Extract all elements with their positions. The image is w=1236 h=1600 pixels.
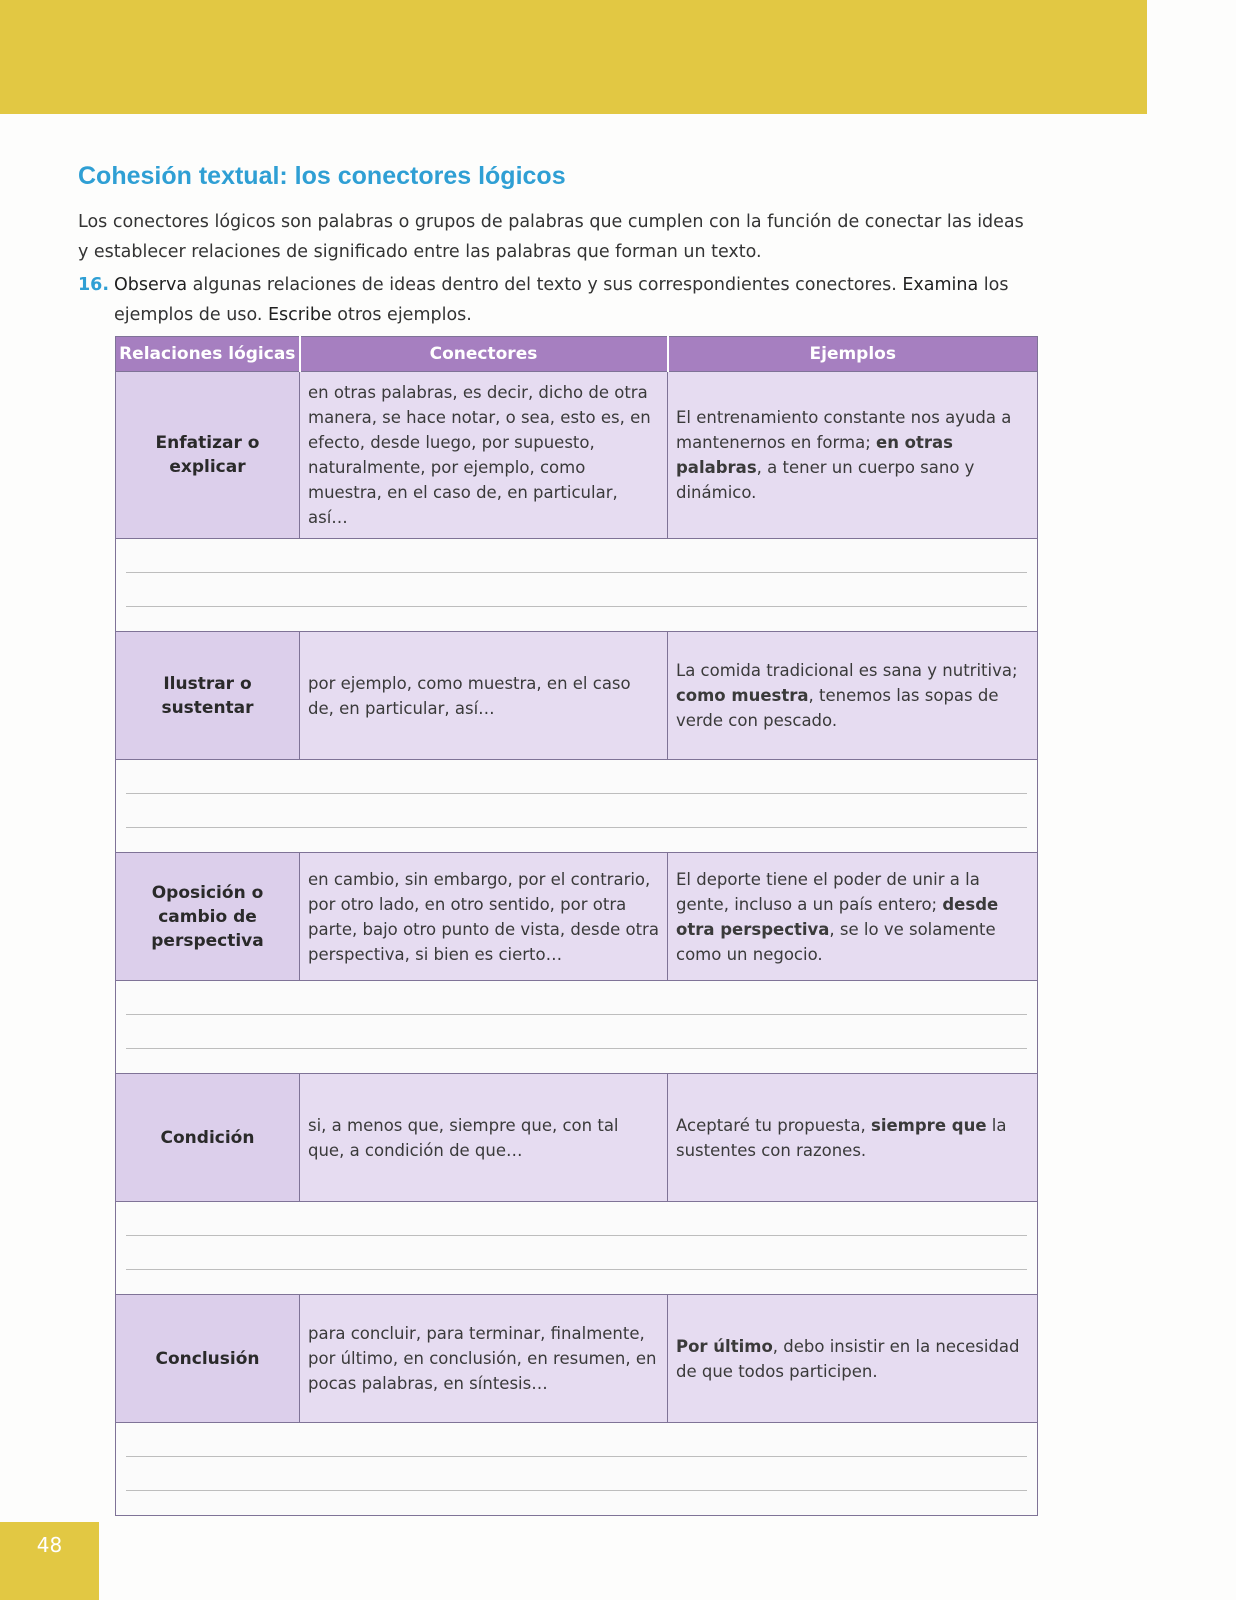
page-number: 48 <box>0 1522 99 1600</box>
example-connector: desde otra perspectiva <box>676 894 999 939</box>
example-text: , tenemos las sopas de verde con pescado. <box>676 686 999 730</box>
write-area[interactable] <box>116 760 1038 853</box>
exercise-verb-observa: Observa <box>114 275 188 295</box>
intro-paragraph: Los conectores lógicos son palabras o grupos de palabras que cumplen con la función de conectar las ideas y establecer relaciones de significado entre las palabras que forman un texto. <box>78 212 1024 262</box>
example-connector: como muestra <box>676 686 809 705</box>
write-line <box>126 1423 1027 1457</box>
relation-cell: Condición <box>116 1074 300 1202</box>
connectors-cell: en cambio, sin embargo, por el contrario, por otro lado, en otro sentido, por otra parte, bajo otro punto de vista, desde otra perspectiva, si bien es cierto… <box>300 853 668 981</box>
exercise-text-1: algunas relaciones de ideas dentro del texto y sus correspondientes conectores. <box>187 275 903 295</box>
header-relaciones: Relaciones lógicas <box>116 337 300 372</box>
write-area-row <box>116 1423 1038 1516</box>
write-line <box>126 1457 1027 1491</box>
example-connector: Por último <box>676 1336 773 1356</box>
table-row <box>116 372 1038 539</box>
example-text: Aceptaré tu propuesta, <box>676 1115 872 1135</box>
example-cell <box>668 1074 1038 1202</box>
write-area[interactable] <box>116 539 1038 632</box>
example-cell <box>668 1295 1038 1423</box>
header-conectores: Conectores <box>300 337 668 372</box>
write-line <box>126 1015 1027 1049</box>
write-area[interactable] <box>116 1423 1038 1516</box>
example-cell <box>668 632 1038 760</box>
write-line <box>126 573 1027 607</box>
example-connector: siempre que <box>871 1115 987 1135</box>
example-text: la sustentes con razones. <box>676 1115 1007 1160</box>
write-area-row <box>116 539 1038 632</box>
write-line <box>126 1236 1027 1270</box>
connectors-cell: si, a menos que, siempre que, con tal que, a condición de que… <box>300 1074 668 1202</box>
write-area-row <box>116 1202 1038 1295</box>
write-line <box>126 539 1027 573</box>
example-text: El entrenamiento constante nos ayuda a mantenernos en forma; <box>676 408 1012 452</box>
top-color-band <box>0 0 1147 114</box>
example-text: , a tener un cuerpo sano y dinámico. <box>676 458 975 502</box>
connectors-cell: para concluir, para terminar, finalmente, por último, en conclusión, en resumen, en pocas palabras, en síntesis… <box>300 1295 668 1423</box>
example-text: La comida tradicional es sana y nutritiva; <box>676 661 1018 680</box>
relation-cell: Enfatizar o explicar <box>116 372 300 539</box>
connectors-table <box>115 336 1038 1516</box>
example-connector: en otras palabras <box>676 433 953 477</box>
connectors-cell: en otras palabras, es decir, dicho de otra manera, se hace notar, o sea, esto es, en efecto, desde luego, por supuesto, naturalmente, por ejemplo, como muestra, en el caso de, en particular, así… <box>300 372 668 539</box>
example-text: , debo insistir en la necesidad de que todos participen. <box>676 1336 1020 1381</box>
exercise-text-3: otros ejemplos. <box>331 305 472 325</box>
example-cell <box>668 853 1038 981</box>
exercise-instruction <box>78 270 1038 330</box>
example-text: El deporte tiene el poder de unir a la gente, incluso a un país entero; <box>676 869 980 914</box>
table-row <box>116 1074 1038 1202</box>
table-row <box>116 1295 1038 1423</box>
relation-cell: Oposición o cambio de perspectiva <box>116 853 300 981</box>
example-text: , se lo ve solamente como un negocio. <box>676 919 996 964</box>
write-area[interactable] <box>116 981 1038 1074</box>
header-ejemplos: Ejemplos <box>668 337 1038 372</box>
table-row <box>116 853 1038 981</box>
exercise-text-2: los ejemplos de uso. <box>114 275 1009 325</box>
exercise-verb-escribe: Escribe <box>267 305 332 325</box>
table-header-row <box>116 337 1038 372</box>
write-line <box>126 760 1027 794</box>
write-line <box>126 794 1027 828</box>
connectors-cell: por ejemplo, como muestra, en el caso de, en particular, así… <box>300 632 668 760</box>
page-title: Cohesión textual: los conectores lógicos <box>78 162 566 190</box>
exercise-verb-examina: Examina <box>902 275 979 295</box>
example-cell <box>668 372 1038 539</box>
relation-cell: Ilustrar o sustentar <box>116 632 300 760</box>
table-row <box>116 632 1038 760</box>
exercise-number: 16. <box>78 275 110 295</box>
write-area-row <box>116 760 1038 853</box>
write-area[interactable] <box>116 1202 1038 1295</box>
write-line <box>126 1202 1027 1236</box>
write-area-row <box>116 981 1038 1074</box>
relation-cell: Conclusión <box>116 1295 300 1423</box>
write-line <box>126 981 1027 1015</box>
